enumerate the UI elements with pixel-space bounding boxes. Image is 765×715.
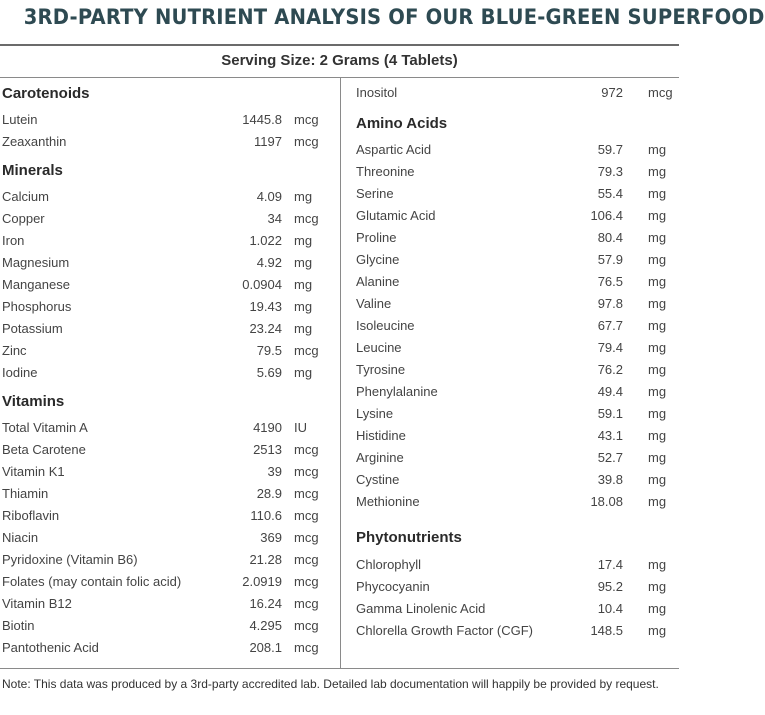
nutrient-name: Leucine <box>356 340 402 355</box>
nutrient-unit: mg <box>648 252 667 267</box>
nutrient-name: Total Vitamin A <box>2 420 88 435</box>
nutrient-value: 67.7 <box>597 318 623 333</box>
nutrient-name: Aspartic Acid <box>356 142 432 157</box>
nutrient-name: Alanine <box>356 274 400 289</box>
nutrient-unit: mcg <box>294 508 319 523</box>
page-title: 3RD-PARTY NUTRIENT ANALYSIS OF OUR BLUE-GREEN SUPERFOOD <box>23 5 765 29</box>
nutrient-value: 57.9 <box>597 252 623 267</box>
nutrient-name: Gamma Linolenic Acid <box>356 601 486 616</box>
nutrient-row <box>2 208 338 230</box>
nutrient-row <box>2 340 338 362</box>
nutrient-row <box>356 447 679 469</box>
nutrient-unit: mg <box>294 299 313 314</box>
nutrient-value: 1197 <box>254 134 282 149</box>
footnote: Note: This data was produced by a 3rd-party accredited lab. Detailed lab documentation will happily be provided by request. <box>2 677 659 691</box>
nutrient-value: 5.69 <box>256 365 282 380</box>
nutrient-row <box>2 296 338 318</box>
nutrient-name: Methionine <box>356 494 420 509</box>
title-divider <box>0 44 679 46</box>
nutrient-unit: mg <box>648 186 667 201</box>
nutrient-row <box>2 593 338 615</box>
nutrient-name: Lysine <box>356 406 394 421</box>
nutrient-value: 76.2 <box>597 362 623 377</box>
serving-size: Serving Size: 2 Grams (4 Tablets) <box>221 52 458 69</box>
nutrient-value: 19.43 <box>249 299 282 314</box>
nutrient-row <box>2 483 338 505</box>
nutrient-row <box>356 183 679 205</box>
nutrient-value: 4.295 <box>249 618 282 633</box>
nutrient-value: 39 <box>267 464 282 479</box>
nutrient-name: Serine <box>356 186 394 201</box>
nutrient-unit: mg <box>648 494 667 509</box>
nutrient-unit: mg <box>648 142 667 157</box>
nutrient-unit: mg <box>648 384 667 399</box>
nutrient-name: Phenylalanine <box>356 384 438 399</box>
nutrient-unit: mcg <box>294 464 319 479</box>
nutrient-row <box>356 161 679 183</box>
nutrient-unit: mcg <box>294 530 319 545</box>
nutrient-row <box>2 505 338 527</box>
section-heading-phytonutrients: Phytonutrients <box>356 529 462 546</box>
nutrient-name: Riboflavin <box>2 508 60 523</box>
nutrient-unit: mg <box>648 362 667 377</box>
section-heading-carotenoids: Carotenoids <box>2 85 90 102</box>
nutrient-unit: mg <box>648 274 667 289</box>
nutrient-value: 18.08 <box>590 494 623 509</box>
nutrient-name: Iron <box>2 233 25 248</box>
nutrient-row <box>356 205 679 227</box>
nutrient-row <box>2 439 338 461</box>
nutrient-name: Valine <box>356 296 392 311</box>
nutrient-name: Glutamic Acid <box>356 208 436 223</box>
nutrient-row <box>356 576 679 598</box>
nutrient-value: 369 <box>260 530 282 545</box>
nutrient-name: Potassium <box>2 321 63 336</box>
nutrient-unit: mg <box>648 406 667 421</box>
nutrient-name: Zinc <box>2 343 27 358</box>
nutrient-name: Arginine <box>356 450 404 465</box>
nutrient-unit: mg <box>648 164 667 179</box>
nutrient-name: Thiamin <box>2 486 49 501</box>
nutrient-value: 52.7 <box>597 450 623 465</box>
nutrient-row <box>356 139 679 161</box>
nutrient-unit: mcg <box>294 134 319 149</box>
nutrient-unit: mg <box>294 233 313 248</box>
nutrient-unit: mg <box>294 255 313 270</box>
nutrient-value: 55.4 <box>597 186 623 201</box>
nutrient-unit: mg <box>648 208 667 223</box>
nutrient-value: 4.09 <box>256 189 282 204</box>
nutrient-name: Pyridoxine (Vitamin B6) <box>2 552 138 567</box>
nutrient-name: Chlorella Growth Factor (CGF) <box>356 623 533 638</box>
nutrient-value: 16.24 <box>249 596 282 611</box>
nutrient-row <box>356 598 679 620</box>
nutrient-name: Magnesium <box>2 255 70 270</box>
nutrient-row <box>2 274 338 296</box>
nutrient-unit: mcg <box>648 85 673 100</box>
nutrient-unit: mg <box>648 601 667 616</box>
nutrient-unit: mg <box>648 428 667 443</box>
nutrient-row <box>2 109 338 131</box>
nutrient-value: 28.9 <box>256 486 282 501</box>
nutrient-value: 43.1 <box>597 428 623 443</box>
nutrient-row <box>2 362 338 384</box>
nutrient-row <box>2 571 338 593</box>
nutrient-row <box>2 318 338 340</box>
nutrient-row <box>356 293 679 315</box>
nutrient-name: Phosphorus <box>2 299 72 314</box>
nutrient-unit: mcg <box>294 552 319 567</box>
nutrient-name: Biotin <box>2 618 35 633</box>
nutrient-value: 972 <box>601 85 623 100</box>
nutrient-name: Beta Carotene <box>2 442 86 457</box>
nutrient-row <box>356 403 679 425</box>
nutrient-name: Copper <box>2 211 45 226</box>
nutrient-row <box>356 315 679 337</box>
nutrient-row <box>2 637 338 659</box>
nutrient-value: 1445.8 <box>242 112 282 127</box>
nutrient-value: 2.0919 <box>242 574 282 589</box>
nutrient-unit: mcg <box>294 640 319 655</box>
column-divider <box>340 78 341 668</box>
nutrient-value: 95.2 <box>597 579 623 594</box>
nutrient-name: Isoleucine <box>356 318 415 333</box>
nutrient-name: Calcium <box>2 189 49 204</box>
nutrient-value: 1.022 <box>249 233 282 248</box>
nutrient-value: 23.24 <box>249 321 282 336</box>
nutrient-unit: mg <box>648 557 667 572</box>
nutrient-value: 106.4 <box>590 208 623 223</box>
nutrient-unit: mg <box>294 321 313 336</box>
nutrient-name: Threonine <box>356 164 415 179</box>
nutrient-row <box>356 337 679 359</box>
nutrient-unit: mg <box>648 340 667 355</box>
nutrient-row <box>2 252 338 274</box>
section-heading-vitamins: Vitamins <box>2 393 65 410</box>
nutrient-row <box>2 230 338 252</box>
nutrient-row-inositol <box>356 82 679 104</box>
nutrient-unit: mcg <box>294 442 319 457</box>
nutrient-row <box>2 186 338 208</box>
nutrient-value: 17.4 <box>597 557 623 572</box>
nutrient-row <box>2 615 338 637</box>
nutrient-name: Cystine <box>356 472 400 487</box>
nutrient-name: Glycine <box>356 252 400 267</box>
nutrient-unit: mcg <box>294 574 319 589</box>
nutrient-unit: mg <box>294 365 313 380</box>
nutrient-unit: mcg <box>294 618 319 633</box>
nutrient-value: 110.6 <box>250 508 282 523</box>
nutrient-name: Lutein <box>2 112 38 127</box>
nutrient-value: 80.4 <box>597 230 623 245</box>
nutrient-row <box>356 271 679 293</box>
nutrient-unit: mcg <box>294 112 319 127</box>
nutrient-value: 0.0904 <box>242 277 282 292</box>
nutrient-value: 79.3 <box>597 164 623 179</box>
nutrient-unit: IU <box>294 420 307 435</box>
nutrient-value: 148.5 <box>590 623 623 638</box>
nutrient-value: 76.5 <box>597 274 623 289</box>
nutrient-value: 97.8 <box>597 296 623 311</box>
nutrient-value: 21.28 <box>249 552 282 567</box>
nutrient-unit: mg <box>294 277 313 292</box>
nutrient-unit: mg <box>648 623 667 638</box>
nutrient-unit: mg <box>648 472 667 487</box>
nutrient-row <box>2 417 338 439</box>
nutrient-unit: mg <box>648 450 667 465</box>
nutrient-name: Niacin <box>2 530 39 545</box>
nutrient-value: 34 <box>267 211 282 226</box>
nutrient-unit: mcg <box>294 486 319 501</box>
nutrient-unit: mg <box>648 296 667 311</box>
nutrient-name: Pantothenic Acid <box>2 640 99 655</box>
nutrient-value: 2513 <box>253 442 282 457</box>
nutrient-row <box>2 527 338 549</box>
nutrient-row <box>356 469 679 491</box>
nutrient-row <box>356 554 679 576</box>
nutrient-value: 49.4 <box>597 384 623 399</box>
nutrient-value: 59.7 <box>597 142 623 157</box>
nutrient-value: 39.8 <box>597 472 623 487</box>
nutrient-name: Chlorophyll <box>356 557 422 572</box>
nutrient-value: 4.92 <box>256 255 282 270</box>
nutrient-unit: mg <box>294 189 313 204</box>
nutrient-row <box>356 491 679 513</box>
nutrient-name: Zeaxanthin <box>2 134 67 149</box>
nutrient-value: 79.5 <box>256 343 282 358</box>
nutrient-row <box>356 249 679 271</box>
nutrient-name: Vitamin B12 <box>2 596 72 611</box>
section-heading-amino-acids: Amino Acids <box>356 115 448 132</box>
nutrient-unit: mg <box>648 230 667 245</box>
nutrient-row <box>2 549 338 571</box>
nutrient-row <box>356 227 679 249</box>
section-heading-minerals: Minerals <box>2 162 63 179</box>
nutrient-unit: mg <box>648 579 667 594</box>
nutrient-name: Proline <box>356 230 397 245</box>
nutrient-value: 4190 <box>253 420 282 435</box>
nutrient-row <box>356 381 679 403</box>
nutrient-name: Manganese <box>2 277 70 292</box>
nutrient-name: Vitamin K1 <box>2 464 65 479</box>
nutrient-value: 59.1 <box>597 406 623 421</box>
nutrient-row <box>356 425 679 447</box>
nutrient-row <box>356 620 679 642</box>
nutrient-row <box>356 359 679 381</box>
nutrient-row <box>2 461 338 483</box>
nutrient-row <box>2 131 338 153</box>
nutrient-name: Histidine <box>356 428 406 443</box>
nutrient-unit: mcg <box>294 211 319 226</box>
note-divider <box>0 668 679 669</box>
nutrient-name: Inositol <box>356 85 398 100</box>
nutrient-value: 10.4 <box>597 601 623 616</box>
nutrient-name: Phycocyanin <box>356 579 430 594</box>
nutrient-unit: mcg <box>294 343 319 358</box>
nutrient-name: Iodine <box>2 365 38 380</box>
nutrient-name: Tyrosine <box>356 362 406 377</box>
nutrient-value: 79.4 <box>597 340 623 355</box>
nutrient-unit: mg <box>648 318 667 333</box>
nutrient-unit: mcg <box>294 596 319 611</box>
nutrient-value: 208.1 <box>249 640 282 655</box>
nutrient-name: Folates (may contain folic acid) <box>2 574 182 589</box>
